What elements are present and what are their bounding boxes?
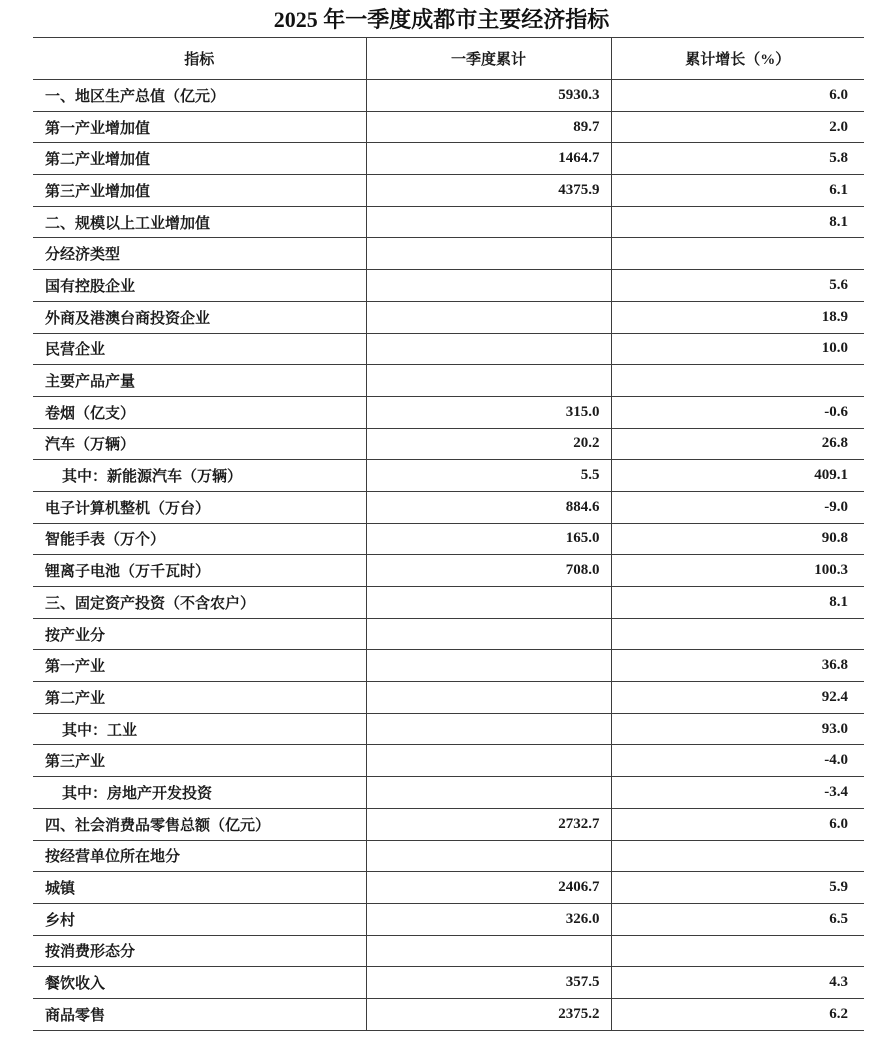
q1-cumulative-value [366,365,611,397]
cumulative-growth-value [611,365,864,397]
cumulative-growth-value: 4.3 [611,967,864,999]
table-row [33,682,864,714]
q1-cumulative-value [366,206,611,238]
table-row [33,840,864,872]
cumulative-growth-value: 26.8 [611,428,864,460]
cumulative-growth-value: 6.1 [611,175,864,207]
table-row [33,428,864,460]
indicator-label: 卷烟（亿支） [33,396,366,428]
table-row [33,808,864,840]
q1-cumulative-value: 20.2 [366,428,611,460]
cumulative-growth-value: 10.0 [611,333,864,365]
table-row [33,491,864,523]
q1-cumulative-value: 357.5 [366,967,611,999]
q1-cumulative-value [366,682,611,714]
table-row [33,935,864,967]
cumulative-growth-value: 2.0 [611,111,864,143]
q1-cumulative-value: 708.0 [366,555,611,587]
table-row [33,967,864,999]
indicator-label: 第一产业 [33,650,366,682]
indicator-label: 国有控股企业 [33,270,366,302]
table-row [33,143,864,175]
indicator-label: 按经营单位所在地分 [33,840,366,872]
cumulative-growth-value [611,238,864,270]
cumulative-growth-value: 6.2 [611,998,864,1030]
cumulative-growth-value: 6.0 [611,80,864,112]
cumulative-growth-value: 8.1 [611,587,864,619]
header-cumulative-growth: 累计增长（%） [611,38,864,80]
economic-indicators-table [33,37,864,1031]
table-row [33,460,864,492]
indicator-label: 其中：工业 [33,713,366,745]
q1-cumulative-value [366,650,611,682]
q1-cumulative-value: 326.0 [366,903,611,935]
table-row [33,555,864,587]
q1-cumulative-value [366,777,611,809]
cumulative-growth-value: -3.4 [611,777,864,809]
q1-cumulative-value [366,618,611,650]
table-row [33,745,864,777]
table-row [33,872,864,904]
table-row [33,587,864,619]
q1-cumulative-value [366,840,611,872]
header-q1-cumulative: 一季度累计 [366,38,611,80]
cumulative-growth-value: 5.9 [611,872,864,904]
q1-cumulative-value: 165.0 [366,523,611,555]
indicator-label: 城镇 [33,872,366,904]
table-row [33,777,864,809]
table-row [33,80,864,112]
indicator-label: 其中：新能源汽车（万辆） [33,460,366,492]
table-row [33,713,864,745]
cumulative-growth-value [611,840,864,872]
cumulative-growth-value: 36.8 [611,650,864,682]
cumulative-growth-value: -9.0 [611,491,864,523]
q1-cumulative-value [366,935,611,967]
q1-cumulative-value: 1464.7 [366,143,611,175]
q1-cumulative-value [366,238,611,270]
table-row [33,175,864,207]
q1-cumulative-value [366,333,611,365]
cumulative-growth-value: -4.0 [611,745,864,777]
cumulative-growth-value [611,935,864,967]
cumulative-growth-value: 6.0 [611,808,864,840]
indicator-label: 三、固定资产投资（不含农户） [33,587,366,619]
indicator-label: 电子计算机整机（万台） [33,491,366,523]
cumulative-growth-value: -0.6 [611,396,864,428]
q1-cumulative-value [366,270,611,302]
cumulative-growth-value [611,618,864,650]
q1-cumulative-value: 2732.7 [366,808,611,840]
indicator-label: 第二产业增加值 [33,143,366,175]
cumulative-growth-value: 90.8 [611,523,864,555]
cumulative-growth-value: 100.3 [611,555,864,587]
table-row [33,650,864,682]
q1-cumulative-value: 5930.3 [366,80,611,112]
indicator-label: 其中：房地产开发投资 [33,777,366,809]
q1-cumulative-value [366,587,611,619]
table-row [33,998,864,1030]
table-row [33,523,864,555]
indicator-label: 智能手表（万个） [33,523,366,555]
q1-cumulative-value [366,713,611,745]
cumulative-growth-value: 5.6 [611,270,864,302]
header-indicator: 指标 [33,38,366,80]
cumulative-growth-value: 8.1 [611,206,864,238]
indicator-label: 主要产品产量 [33,365,366,397]
indicator-label: 按产业分 [33,618,366,650]
q1-cumulative-value: 315.0 [366,396,611,428]
indicator-label: 商品零售 [33,998,366,1030]
q1-cumulative-value: 89.7 [366,111,611,143]
table-row [33,206,864,238]
indicator-label: 第一产业增加值 [33,111,366,143]
cumulative-growth-value: 5.8 [611,143,864,175]
q1-cumulative-value: 2406.7 [366,872,611,904]
q1-cumulative-value: 884.6 [366,491,611,523]
indicator-label: 第三产业 [33,745,366,777]
indicator-label: 第三产业增加值 [33,175,366,207]
indicator-label: 外商及港澳台商投资企业 [33,301,366,333]
indicator-label: 锂离子电池（万千瓦时） [33,555,366,587]
q1-cumulative-value: 5.5 [366,460,611,492]
indicator-label: 乡村 [33,903,366,935]
indicator-label: 一、地区生产总值（亿元） [33,80,366,112]
q1-cumulative-value: 4375.9 [366,175,611,207]
table-row [33,238,864,270]
table-row [33,903,864,935]
table-row [33,396,864,428]
table-row [33,111,864,143]
indicator-label: 分经济类型 [33,238,366,270]
indicator-label: 汽车（万辆） [33,428,366,460]
table-row [33,365,864,397]
table-row [33,618,864,650]
indicator-label: 民营企业 [33,333,366,365]
indicator-label: 按消费形态分 [33,935,366,967]
cumulative-growth-value: 92.4 [611,682,864,714]
q1-cumulative-value: 2375.2 [366,998,611,1030]
cumulative-growth-value: 18.9 [611,301,864,333]
indicator-label: 餐饮收入 [33,967,366,999]
cumulative-growth-value: 6.5 [611,903,864,935]
q1-cumulative-value [366,301,611,333]
cumulative-growth-value: 409.1 [611,460,864,492]
page-title: 2025 年一季度成都市主要经济指标 [273,7,610,32]
table-row [33,301,864,333]
header-row [33,38,864,80]
indicator-label: 四、社会消费品零售总额（亿元） [33,808,366,840]
cumulative-growth-value: 93.0 [611,713,864,745]
q1-cumulative-value [366,745,611,777]
indicator-label: 二、规模以上工业增加值 [33,206,366,238]
indicator-label: 第二产业 [33,682,366,714]
table-row [33,270,864,302]
table-row [33,333,864,365]
